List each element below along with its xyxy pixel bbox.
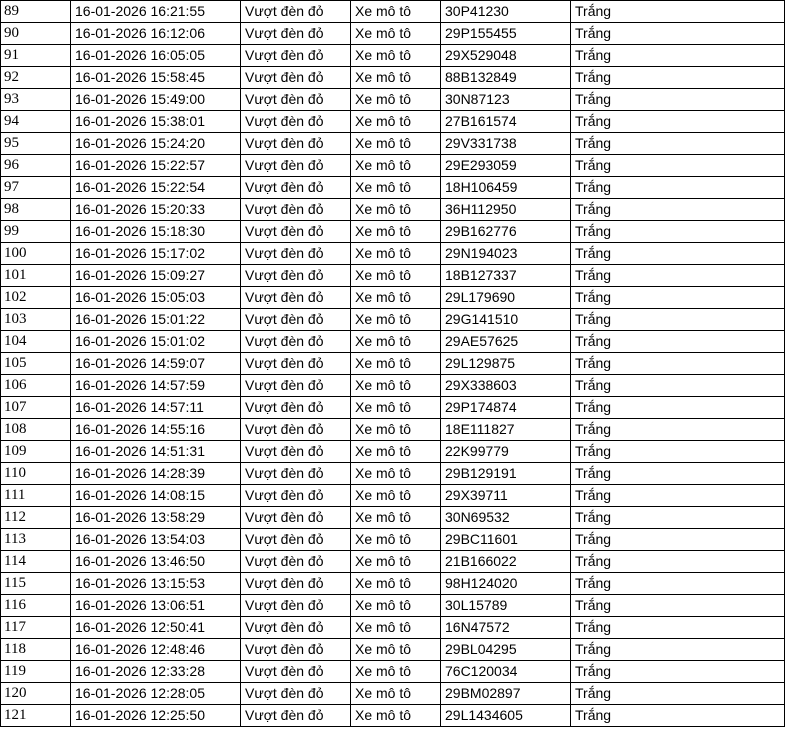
plate-color-cell: Trắng [571,1,785,23]
table-row [1,529,785,551]
vehicle-type-cell: Xe mô tô [351,309,441,331]
vehicle-type-cell: Xe mô tô [351,331,441,353]
timestamp-cell: 16-01-2026 15:22:57 [71,155,241,177]
violation-cell: Vượt đèn đỏ [241,375,351,397]
timestamp-cell: 16-01-2026 12:48:46 [71,639,241,661]
plate-color-cell: Trắng [571,89,785,111]
license-plate-cell: 29P174874 [441,397,571,419]
plate-color-cell: Trắng [571,265,785,287]
vehicle-type-cell: Xe mô tô [351,397,441,419]
table-row [1,639,785,661]
plate-color-cell: Trắng [571,705,785,727]
row-number-cell: 102 [1,287,71,309]
timestamp-cell: 16-01-2026 16:12:06 [71,23,241,45]
table-row [1,221,785,243]
timestamp-cell: 16-01-2026 15:01:02 [71,331,241,353]
violation-cell: Vượt đèn đỏ [241,67,351,89]
plate-color-cell: Trắng [571,155,785,177]
row-number-cell: 93 [1,89,71,111]
row-number-cell: 108 [1,419,71,441]
violation-table-body [1,1,785,727]
vehicle-type-cell: Xe mô tô [351,199,441,221]
table-row [1,441,785,463]
table-row [1,67,785,89]
violation-cell: Vượt đèn đỏ [241,309,351,331]
license-plate-cell: 98H124020 [441,573,571,595]
vehicle-type-cell: Xe mô tô [351,661,441,683]
timestamp-cell: 16-01-2026 15:22:54 [71,177,241,199]
violation-cell: Vượt đèn đỏ [241,353,351,375]
table-row [1,309,785,331]
license-plate-cell: 29L179690 [441,287,571,309]
timestamp-cell: 16-01-2026 14:51:31 [71,441,241,463]
violation-cell: Vượt đèn đỏ [241,397,351,419]
vehicle-type-cell: Xe mô tô [351,1,441,23]
vehicle-type-cell: Xe mô tô [351,441,441,463]
vehicle-type-cell: Xe mô tô [351,221,441,243]
table-row [1,617,785,639]
timestamp-cell: 16-01-2026 15:49:00 [71,89,241,111]
violation-cell: Vượt đèn đỏ [241,639,351,661]
timestamp-cell: 16-01-2026 16:21:55 [71,1,241,23]
timestamp-cell: 16-01-2026 14:55:16 [71,419,241,441]
vehicle-type-cell: Xe mô tô [351,595,441,617]
license-plate-cell: 27B161574 [441,111,571,133]
row-number-cell: 121 [1,705,71,727]
table-row [1,661,785,683]
license-plate-cell: 18H106459 [441,177,571,199]
violation-cell: Vượt đèn đỏ [241,133,351,155]
violation-cell: Vượt đèn đỏ [241,463,351,485]
row-number-cell: 105 [1,353,71,375]
table-row [1,375,785,397]
plate-color-cell: Trắng [571,221,785,243]
timestamp-cell: 16-01-2026 15:18:30 [71,221,241,243]
table-row [1,111,785,133]
license-plate-cell: 18E111827 [441,419,571,441]
vehicle-type-cell: Xe mô tô [351,243,441,265]
table-row [1,507,785,529]
violation-cell: Vượt đèn đỏ [241,507,351,529]
row-number-cell: 98 [1,199,71,221]
violation-cell: Vượt đèn đỏ [241,441,351,463]
violation-cell: Vượt đèn đỏ [241,661,351,683]
timestamp-cell: 16-01-2026 14:57:11 [71,397,241,419]
plate-color-cell: Trắng [571,375,785,397]
plate-color-cell: Trắng [571,309,785,331]
timestamp-cell: 16-01-2026 12:28:05 [71,683,241,705]
license-plate-cell: 30N69532 [441,507,571,529]
table-row [1,353,785,375]
violation-cell: Vượt đèn đỏ [241,265,351,287]
vehicle-type-cell: Xe mô tô [351,111,441,133]
timestamp-cell: 16-01-2026 13:58:29 [71,507,241,529]
vehicle-type-cell: Xe mô tô [351,265,441,287]
row-number-cell: 91 [1,45,71,67]
timestamp-cell: 16-01-2026 13:46:50 [71,551,241,573]
table-row [1,551,785,573]
timestamp-cell: 16-01-2026 15:24:20 [71,133,241,155]
plate-color-cell: Trắng [571,397,785,419]
row-number-cell: 94 [1,111,71,133]
violation-cell: Vượt đèn đỏ [241,155,351,177]
plate-color-cell: Trắng [571,661,785,683]
violation-cell: Vượt đèn đỏ [241,485,351,507]
vehicle-type-cell: Xe mô tô [351,705,441,727]
row-number-cell: 120 [1,683,71,705]
plate-color-cell: Trắng [571,683,785,705]
license-plate-cell: 29AE57625 [441,331,571,353]
plate-color-cell: Trắng [571,23,785,45]
table-row [1,199,785,221]
violation-cell: Vượt đèn đỏ [241,199,351,221]
plate-color-cell: Trắng [571,243,785,265]
row-number-cell: 110 [1,463,71,485]
license-plate-cell: 30N87123 [441,89,571,111]
table-row [1,331,785,353]
timestamp-cell: 16-01-2026 14:08:15 [71,485,241,507]
table-row [1,419,785,441]
timestamp-cell: 16-01-2026 15:20:33 [71,199,241,221]
license-plate-cell: 29L129875 [441,353,571,375]
timestamp-cell: 16-01-2026 14:59:07 [71,353,241,375]
violation-cell: Vượt đèn đỏ [241,243,351,265]
row-number-cell: 112 [1,507,71,529]
row-number-cell: 115 [1,573,71,595]
vehicle-type-cell: Xe mô tô [351,507,441,529]
violation-cell: Vượt đèn đỏ [241,595,351,617]
vehicle-type-cell: Xe mô tô [351,45,441,67]
license-plate-cell: 36H112950 [441,199,571,221]
row-number-cell: 100 [1,243,71,265]
row-number-cell: 109 [1,441,71,463]
violation-cell: Vượt đèn đỏ [241,1,351,23]
plate-color-cell: Trắng [571,419,785,441]
plate-color-cell: Trắng [571,507,785,529]
row-number-cell: 118 [1,639,71,661]
vehicle-type-cell: Xe mô tô [351,573,441,595]
row-number-cell: 114 [1,551,71,573]
license-plate-cell: 22K99779 [441,441,571,463]
vehicle-type-cell: Xe mô tô [351,683,441,705]
license-plate-cell: 29BM02897 [441,683,571,705]
row-number-cell: 106 [1,375,71,397]
license-plate-cell: 29X338603 [441,375,571,397]
table-row [1,23,785,45]
plate-color-cell: Trắng [571,441,785,463]
table-row [1,89,785,111]
table-row [1,595,785,617]
vehicle-type-cell: Xe mô tô [351,133,441,155]
timestamp-cell: 16-01-2026 14:57:59 [71,375,241,397]
vehicle-type-cell: Xe mô tô [351,375,441,397]
row-number-cell: 89 [1,1,71,23]
table-row [1,1,785,23]
violation-cell: Vượt đèn đỏ [241,23,351,45]
row-number-cell: 116 [1,595,71,617]
vehicle-type-cell: Xe mô tô [351,177,441,199]
license-plate-cell: 29L1434605 [441,705,571,727]
plate-color-cell: Trắng [571,331,785,353]
plate-color-cell: Trắng [571,67,785,89]
license-plate-cell: 30P41230 [441,1,571,23]
table-row [1,683,785,705]
table-row [1,45,785,67]
plate-color-cell: Trắng [571,199,785,221]
license-plate-cell: 29X39711 [441,485,571,507]
row-number-cell: 95 [1,133,71,155]
table-row [1,243,785,265]
row-number-cell: 97 [1,177,71,199]
timestamp-cell: 16-01-2026 14:28:39 [71,463,241,485]
row-number-cell: 107 [1,397,71,419]
license-plate-cell: 29N194023 [441,243,571,265]
row-number-cell: 104 [1,331,71,353]
row-number-cell: 101 [1,265,71,287]
license-plate-cell: 88B132849 [441,67,571,89]
plate-color-cell: Trắng [571,353,785,375]
table-row [1,573,785,595]
license-plate-cell: 29G141510 [441,309,571,331]
row-number-cell: 92 [1,67,71,89]
timestamp-cell: 16-01-2026 16:05:05 [71,45,241,67]
violation-cell: Vượt đèn đỏ [241,705,351,727]
table-row [1,265,785,287]
vehicle-type-cell: Xe mô tô [351,23,441,45]
license-plate-cell: 16N47572 [441,617,571,639]
license-plate-cell: 29E293059 [441,155,571,177]
vehicle-type-cell: Xe mô tô [351,529,441,551]
license-plate-cell: 76C120034 [441,661,571,683]
vehicle-type-cell: Xe mô tô [351,287,441,309]
license-plate-cell: 18B127337 [441,265,571,287]
violation-cell: Vượt đèn đỏ [241,287,351,309]
license-plate-cell: 30L15789 [441,595,571,617]
license-plate-cell: 29BL04295 [441,639,571,661]
timestamp-cell: 16-01-2026 12:50:41 [71,617,241,639]
timestamp-cell: 16-01-2026 13:15:53 [71,573,241,595]
vehicle-type-cell: Xe mô tô [351,67,441,89]
table-row [1,485,785,507]
plate-color-cell: Trắng [571,133,785,155]
table-row [1,287,785,309]
vehicle-type-cell: Xe mô tô [351,551,441,573]
vehicle-type-cell: Xe mô tô [351,89,441,111]
plate-color-cell: Trắng [571,617,785,639]
plate-color-cell: Trắng [571,529,785,551]
plate-color-cell: Trắng [571,463,785,485]
timestamp-cell: 16-01-2026 15:38:01 [71,111,241,133]
row-number-cell: 99 [1,221,71,243]
license-plate-cell: 29P155455 [441,23,571,45]
row-number-cell: 117 [1,617,71,639]
timestamp-cell: 16-01-2026 12:25:50 [71,705,241,727]
timestamp-cell: 16-01-2026 12:33:28 [71,661,241,683]
vehicle-type-cell: Xe mô tô [351,353,441,375]
license-plate-cell: 29B129191 [441,463,571,485]
timestamp-cell: 16-01-2026 15:17:02 [71,243,241,265]
table-row [1,133,785,155]
timestamp-cell: 16-01-2026 15:58:45 [71,67,241,89]
violation-cell: Vượt đèn đỏ [241,221,351,243]
row-number-cell: 113 [1,529,71,551]
violation-cell: Vượt đèn đỏ [241,419,351,441]
license-plate-cell: 29BC11601 [441,529,571,551]
plate-color-cell: Trắng [571,177,785,199]
violation-cell: Vượt đèn đỏ [241,529,351,551]
license-plate-cell: 29B162776 [441,221,571,243]
violation-cell: Vượt đèn đỏ [241,111,351,133]
plate-color-cell: Trắng [571,45,785,67]
table-row [1,155,785,177]
vehicle-type-cell: Xe mô tô [351,155,441,177]
timestamp-cell: 16-01-2026 15:09:27 [71,265,241,287]
timestamp-cell: 16-01-2026 13:06:51 [71,595,241,617]
timestamp-cell: 16-01-2026 15:01:22 [71,309,241,331]
violation-cell: Vượt đèn đỏ [241,177,351,199]
table-row [1,397,785,419]
timestamp-cell: 16-01-2026 13:54:03 [71,529,241,551]
plate-color-cell: Trắng [571,111,785,133]
table-row [1,463,785,485]
row-number-cell: 111 [1,485,71,507]
plate-color-cell: Trắng [571,485,785,507]
row-number-cell: 90 [1,23,71,45]
plate-color-cell: Trắng [571,573,785,595]
row-number-cell: 96 [1,155,71,177]
row-number-cell: 119 [1,661,71,683]
plate-color-cell: Trắng [571,595,785,617]
plate-color-cell: Trắng [571,639,785,661]
table-row [1,177,785,199]
violation-cell: Vượt đèn đỏ [241,683,351,705]
violation-cell: Vượt đèn đỏ [241,617,351,639]
violation-cell: Vượt đèn đỏ [241,89,351,111]
vehicle-type-cell: Xe mô tô [351,419,441,441]
vehicle-type-cell: Xe mô tô [351,463,441,485]
plate-color-cell: Trắng [571,551,785,573]
license-plate-cell: 29X529048 [441,45,571,67]
vehicle-type-cell: Xe mô tô [351,485,441,507]
violation-cell: Vượt đèn đỏ [241,573,351,595]
license-plate-cell: 21B166022 [441,551,571,573]
license-plate-cell: 29V331738 [441,133,571,155]
table-row [1,705,785,727]
row-number-cell: 103 [1,309,71,331]
violation-cell: Vượt đèn đỏ [241,45,351,67]
plate-color-cell: Trắng [571,287,785,309]
timestamp-cell: 16-01-2026 15:05:03 [71,287,241,309]
violation-cell: Vượt đèn đỏ [241,331,351,353]
vehicle-type-cell: Xe mô tô [351,639,441,661]
vehicle-type-cell: Xe mô tô [351,617,441,639]
violation-cell: Vượt đèn đỏ [241,551,351,573]
